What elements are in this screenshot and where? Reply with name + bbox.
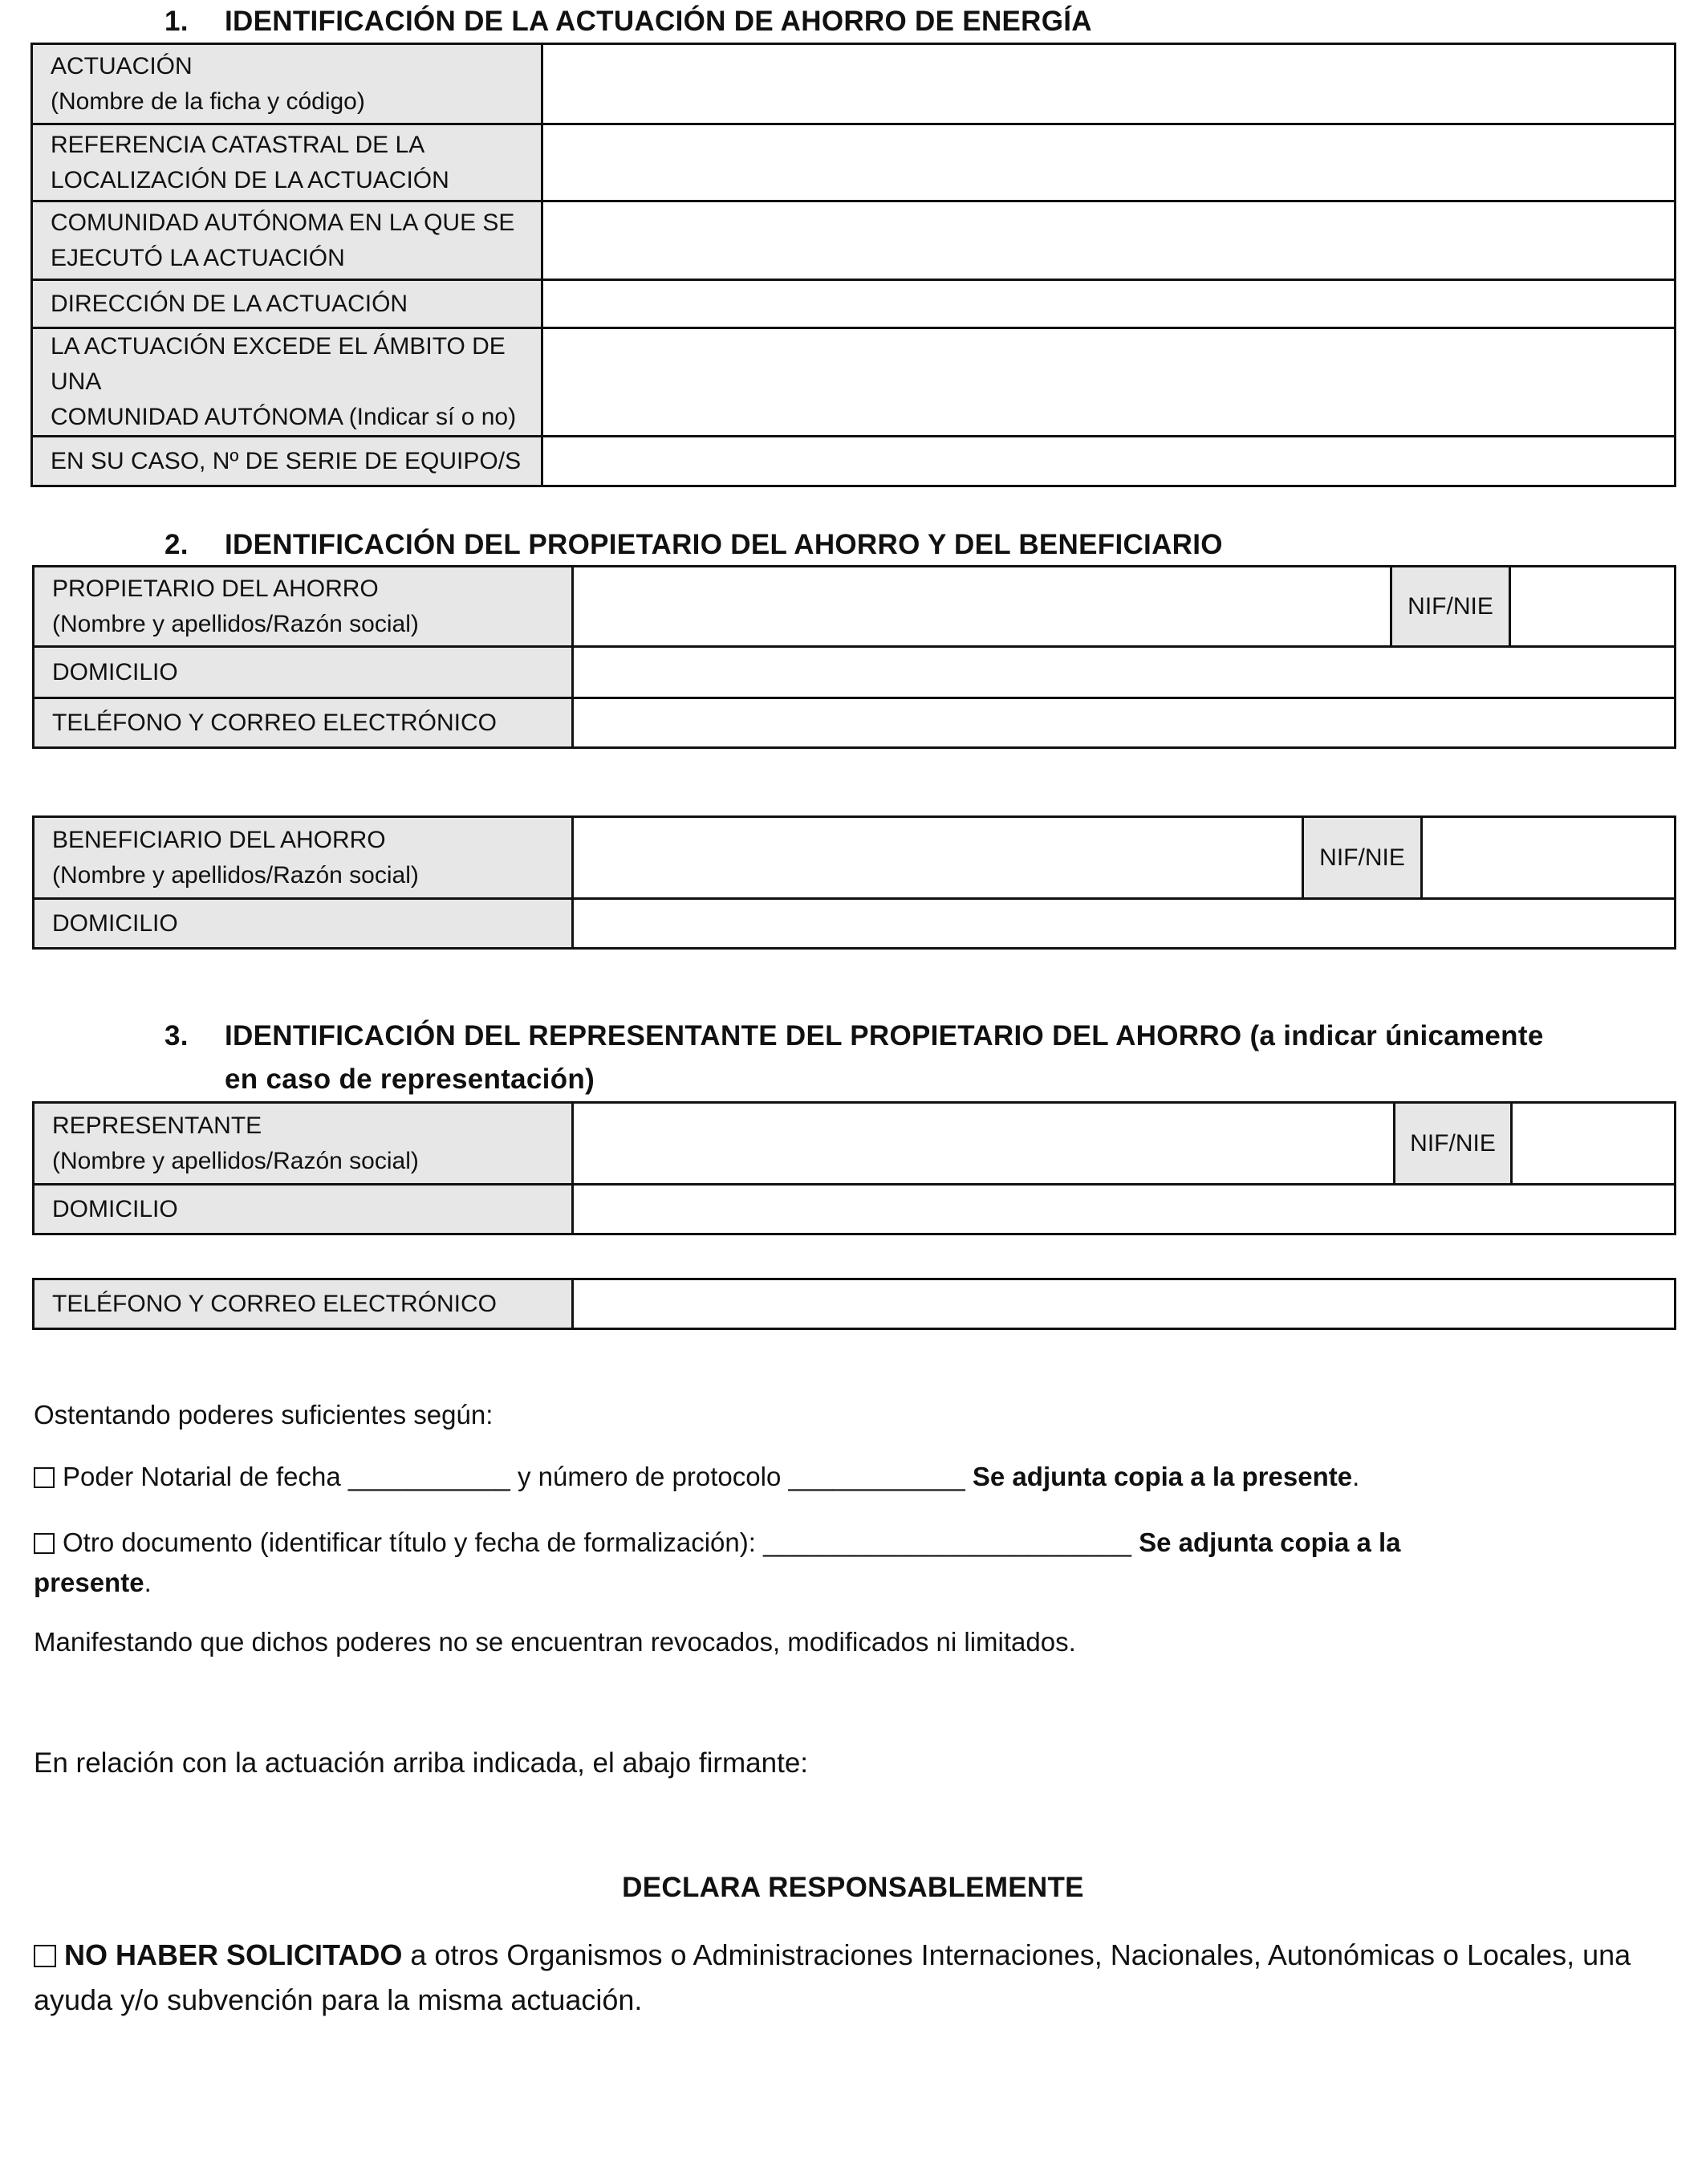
- propietario-nif-label: NIF/NIE: [1391, 567, 1510, 647]
- table-row: [32, 124, 1676, 201]
- beneficiario-domicilio-field[interactable]: [573, 899, 1676, 949]
- section-2-title-text: IDENTIFICACIÓN DEL PROPIETARIO DEL AHORRO Y DEL BENEFICIARIO: [225, 529, 1223, 560]
- section-3-number: 3.: [165, 1020, 189, 1051]
- excede-ambito-label: LA ACTUACIÓN EXCEDE EL ÁMBITO DE UNA COMUNIDAD AUTÓNOMA (Indicar sí o no): [32, 328, 542, 437]
- section-3-title: [165, 1015, 1544, 1101]
- representante-label: REPRESENTANTE (Nombre y apellidos/Razón social): [34, 1103, 573, 1185]
- propietario-name-field[interactable]: [573, 567, 1391, 647]
- excede-ambito-field[interactable]: [542, 328, 1676, 437]
- table-row: [32, 201, 1676, 280]
- numero-serie-field[interactable]: [542, 437, 1676, 486]
- table-row: [34, 817, 1676, 899]
- propietario-nif-field[interactable]: [1510, 567, 1676, 647]
- table-row: [32, 280, 1676, 328]
- table-row: [34, 647, 1676, 698]
- comunidad-autonoma-label: COMUNIDAD AUTÓNOMA EN LA QUE SE EJECUTÓ LA ACTUACIÓN: [32, 201, 542, 280]
- beneficiario-table: [32, 815, 1676, 950]
- representante-nif-label: NIF/NIE: [1395, 1103, 1512, 1185]
- propietario-contacto-label: TELÉFONO Y CORREO ELECTRÓNICO: [34, 698, 573, 748]
- section-1-title: [165, 0, 1092, 43]
- representante-contacto-table: [32, 1278, 1676, 1330]
- table-row: [34, 698, 1676, 748]
- declara-title: DECLARA RESPONSABLEMENTE: [622, 1872, 1084, 1903]
- protocol-number-blank[interactable]: ____________: [788, 1462, 965, 1491]
- beneficiario-name-field[interactable]: [573, 817, 1303, 899]
- section-2-number: 2.: [165, 529, 189, 560]
- referencia-catastral-field[interactable]: [542, 124, 1676, 201]
- notarial-date-blank[interactable]: ___________: [347, 1462, 510, 1491]
- representante-table: [32, 1101, 1676, 1235]
- representante-name-field[interactable]: [573, 1103, 1395, 1185]
- powers-option-notarial: Poder Notarial de fecha ___________ y número de protocolo ____________ Se adjunta copia a la presente.: [34, 1457, 1359, 1497]
- section-2-title: [165, 523, 1223, 567]
- section-3-title-line2: en caso de representación): [225, 1064, 595, 1095]
- beneficiario-nif-field[interactable]: [1422, 817, 1676, 899]
- table-row: [34, 1279, 1676, 1329]
- section-1-number: 1.: [165, 6, 189, 37]
- table-row: [34, 899, 1676, 949]
- section-3-title-line1: IDENTIFICACIÓN DEL REPRESENTANTE DEL PROPIETARIO DEL AHORRO (a indicar únicamente: [225, 1020, 1544, 1051]
- representante-contacto-field[interactable]: [573, 1279, 1676, 1329]
- table-row: [34, 1185, 1676, 1234]
- actuacion-table: [30, 43, 1676, 487]
- table-row: [34, 567, 1676, 647]
- representante-domicilio-field[interactable]: [573, 1185, 1676, 1234]
- referencia-catastral-label: REFERENCIA CATASTRAL DE LA LOCALIZACIÓN DE LA ACTUACIÓN: [32, 124, 542, 201]
- propietario-domicilio-label: DOMICILIO: [34, 647, 573, 698]
- propietario-label: PROPIETARIO DEL AHORRO (Nombre y apellidos/Razón social): [34, 567, 573, 647]
- table-row: [32, 44, 1676, 124]
- relation-statement: En relación con la actuación arriba indicada, el abajo firmante:: [34, 1747, 809, 1779]
- section-1-title-text: IDENTIFICACIÓN DE LA ACTUACIÓN DE AHORRO DE ENERGÍA: [225, 6, 1092, 37]
- beneficiario-nif-label: NIF/NIE: [1303, 817, 1422, 899]
- direccion-label: DIRECCIÓN DE LA ACTUACIÓN: [32, 280, 542, 328]
- numero-serie-label: EN SU CASO, Nº DE SERIE DE EQUIPO/S: [32, 437, 542, 486]
- table-row: [32, 437, 1676, 486]
- declaration: NO HABER SOLICITADO a otros Organismos o Administraciones Internaciones, Nacionales, Autonómicas o Locales, una ayuda y/o subvención para la misma actuación.: [34, 1938, 1631, 2016]
- comunidad-autonoma-field[interactable]: [542, 201, 1676, 280]
- representante-contacto-label: TELÉFONO Y CORREO ELECTRÓNICO: [34, 1279, 573, 1329]
- representante-domicilio-label: DOMICILIO: [34, 1185, 573, 1234]
- table-row: [34, 1103, 1676, 1185]
- actuacion-label: ACTUACIÓN (Nombre de la ficha y código): [32, 44, 542, 124]
- propietario-domicilio-field[interactable]: [573, 647, 1676, 698]
- beneficiario-domicilio-label: DOMICILIO: [34, 899, 573, 949]
- powers-option-otro: Otro documento (identificar título y fecha de formalización): _________________________ Se adjunta copia a la presente.: [34, 1527, 1401, 1597]
- otro-documento-checkbox[interactable]: [34, 1533, 55, 1554]
- propietario-table: [32, 565, 1676, 749]
- propietario-contacto-field[interactable]: [573, 698, 1676, 748]
- table-row: [32, 328, 1676, 437]
- direccion-field[interactable]: [542, 280, 1676, 328]
- notarial-checkbox[interactable]: [34, 1467, 55, 1488]
- powers-intro: Ostentando poderes suficientes según:: [34, 1400, 494, 1430]
- powers-not-revoked: Manifestando que dichos poderes no se encuentran revocados, modificados ni limitados.: [34, 1627, 1076, 1657]
- otro-documento-blank[interactable]: _________________________: [763, 1527, 1131, 1557]
- representante-nif-field[interactable]: [1512, 1103, 1676, 1185]
- actuacion-field[interactable]: [542, 44, 1676, 124]
- no-solicitado-checkbox[interactable]: [34, 1945, 56, 1967]
- beneficiario-label: BENEFICIARIO DEL AHORRO (Nombre y apellidos/Razón social): [34, 817, 573, 899]
